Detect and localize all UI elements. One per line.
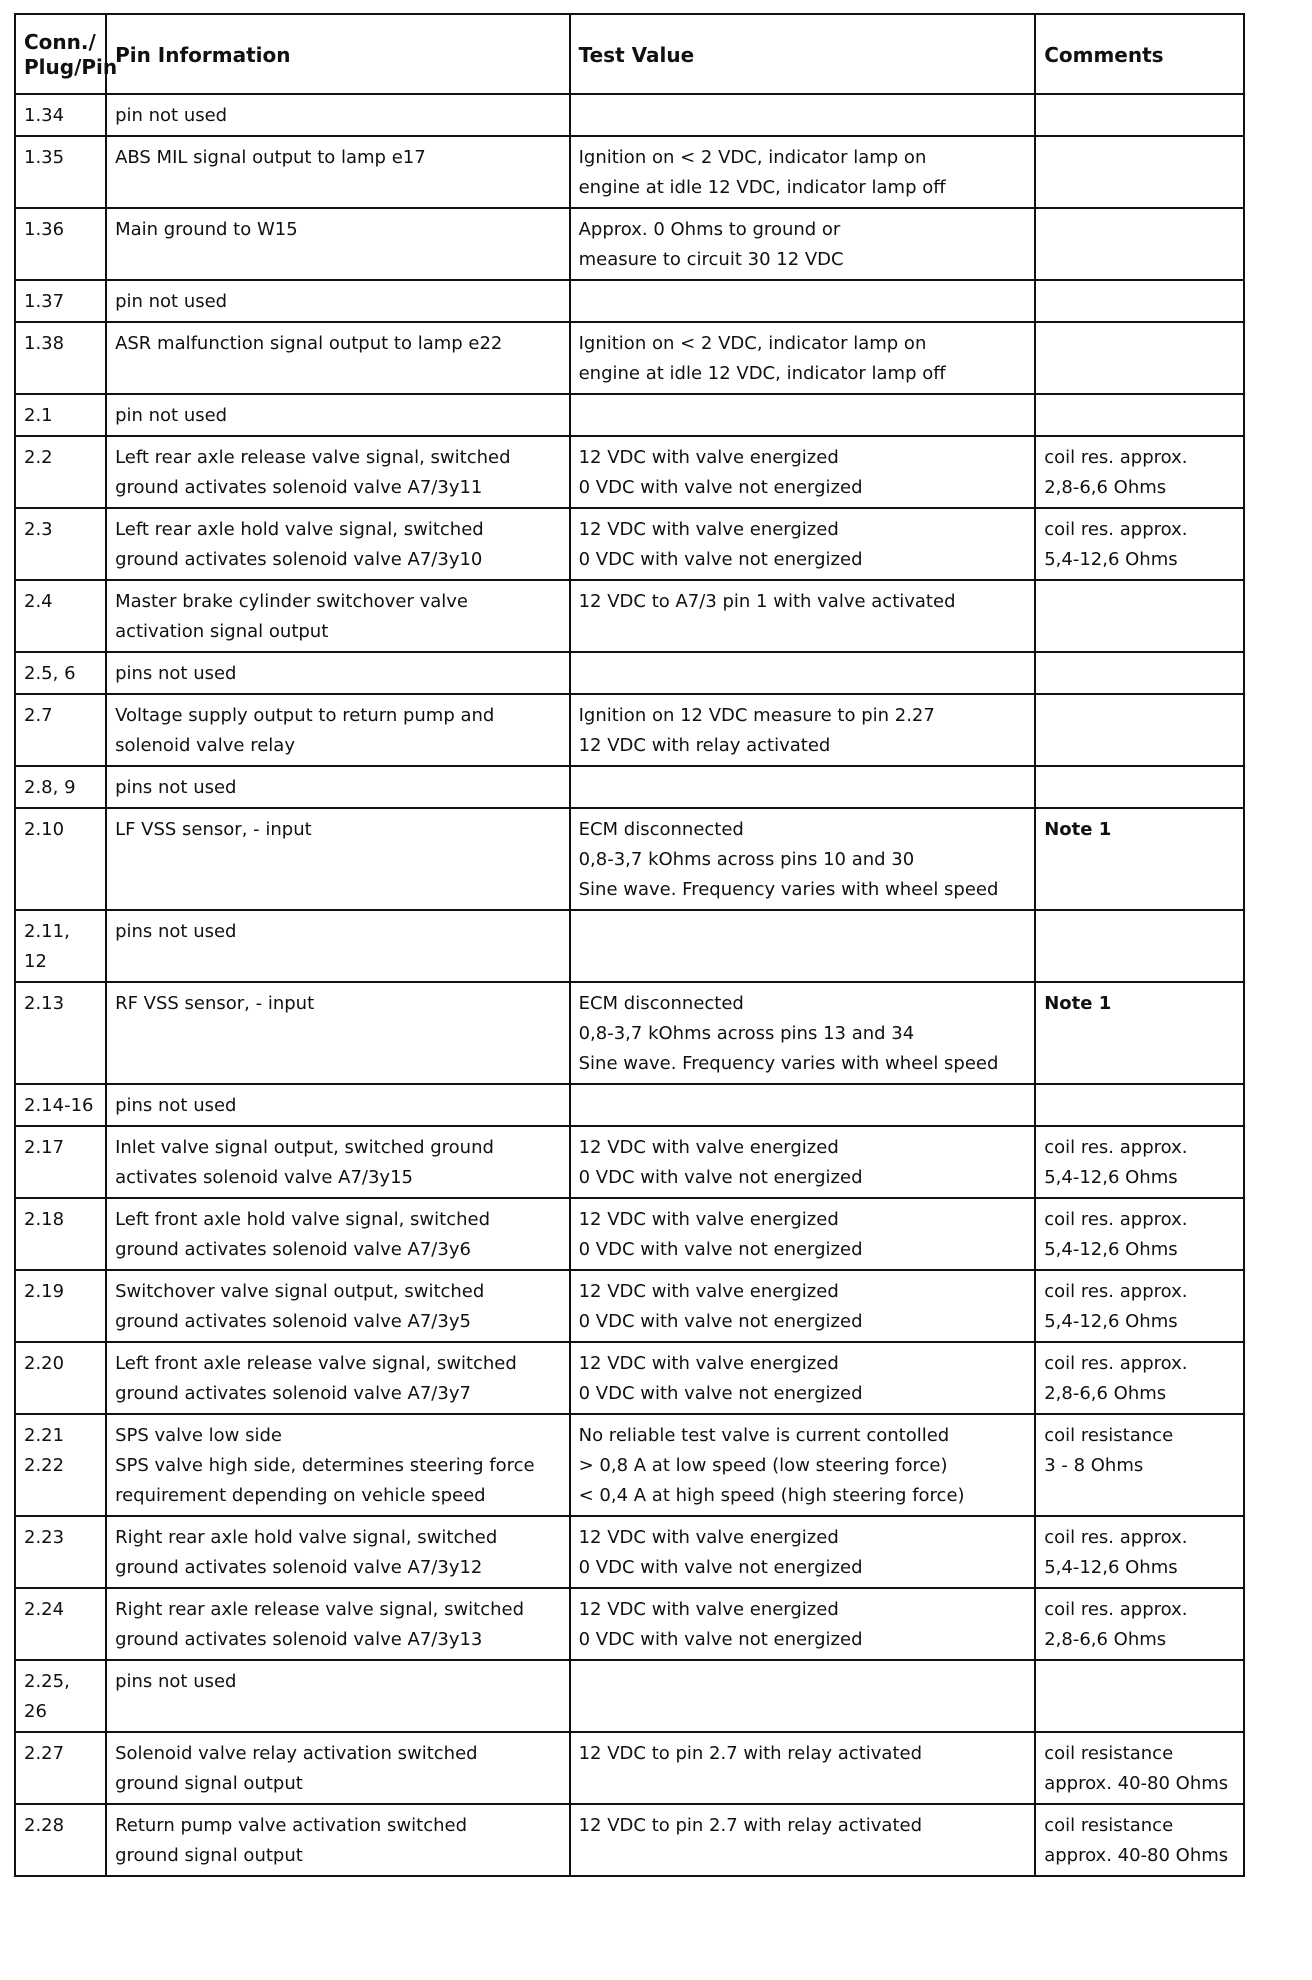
test-value-cell: ECM disconnected 0,8-3,7 kOhms across pins 13 and 34 Sine wave. Frequency varies with wheel speed [570,982,1036,1084]
table-row [15,652,1244,694]
pin-information-cell: ABS MIL signal output to lamp e17 [106,136,570,208]
table-row [15,322,1244,394]
pin-information-cell: Main ground to W15 [106,208,570,280]
test-value-cell: Approx. 0 Ohms to ground or measure to circuit 30 12 VDC [570,208,1036,280]
comments-cell: coil res. approx. 5,4-12,6 Ohms [1035,508,1244,580]
comments-cell [1035,910,1244,982]
pin-information-cell: Left front axle hold valve signal, switched ground activates solenoid valve A7/3y6 [106,1198,570,1270]
test-value-cell: 12 VDC to A7/3 pin 1 with valve activated [570,580,1036,652]
pin-cell: 1.37 [15,280,106,322]
pin-cell: 2.28 [15,1804,106,1876]
test-value-cell: 12 VDC with valve energized 0 VDC with valve not energized [570,1516,1036,1588]
comments-cell: coil resistance approx. 40-80 Ohms [1035,1804,1244,1876]
test-value-cell: 12 VDC with valve energized 0 VDC with valve not energized [570,1588,1036,1660]
pin-cell: 2.7 [15,694,106,766]
pin-information-cell: Solenoid valve relay activation switched ground signal output [106,1732,570,1804]
comments-cell [1035,136,1244,208]
pin-information-cell: SPS valve low side SPS valve high side, determines steering force requirement depending on vehicle speed [106,1414,570,1516]
header-pin-information: Pin Information [106,14,570,94]
comments-cell [1035,694,1244,766]
table-row [15,280,1244,322]
table-row [15,766,1244,808]
pin-cell: 2.13 [15,982,106,1084]
test-value-cell: Ignition on < 2 VDC, indicator lamp on engine at idle 12 VDC, indicator lamp off [570,322,1036,394]
test-value-cell: 12 VDC to pin 2.7 with relay activated [570,1732,1036,1804]
comments-cell: coil res. approx. 5,4-12,6 Ohms [1035,1270,1244,1342]
comments-cell [1035,394,1244,436]
comments-cell: coil res. approx. 5,4-12,6 Ohms [1035,1198,1244,1270]
test-value-cell: 12 VDC with valve energized 0 VDC with valve not energized [570,436,1036,508]
comments-cell [1035,766,1244,808]
table-row [15,94,1244,136]
pin-information-cell: pins not used [106,652,570,694]
test-value-cell: 12 VDC with valve energized 0 VDC with valve not energized [570,1270,1036,1342]
table-row [15,1270,1244,1342]
comments-cell [1035,280,1244,322]
test-value-cell [570,766,1036,808]
comments-cell [1035,580,1244,652]
pin-cell: 2.27 [15,1732,106,1804]
pin-information-cell: Left front axle release valve signal, switched ground activates solenoid valve A7/3y7 [106,1342,570,1414]
test-value-cell: 12 VDC with valve energized 0 VDC with valve not energized [570,1198,1036,1270]
table-row [15,808,1244,910]
pin-cell: 2.19 [15,1270,106,1342]
header-row [15,14,1244,94]
table-row [15,1198,1244,1270]
pin-information-cell: Voltage supply output to return pump and solenoid valve relay [106,694,570,766]
comments-cell: coil res. approx. 2,8-6,6 Ohms [1035,436,1244,508]
pin-cell: 2.2 [15,436,106,508]
table-row [15,208,1244,280]
pin-cell: 2.4 [15,580,106,652]
pin-information-cell: Right rear axle hold valve signal, switched ground activates solenoid valve A7/3y12 [106,1516,570,1588]
comments-cell: coil res. approx. 2,8-6,6 Ohms [1035,1342,1244,1414]
pin-information-cell: pin not used [106,94,570,136]
comments-cell: coil resistance approx. 40-80 Ohms [1035,1732,1244,1804]
pin-cell: 2.5, 6 [15,652,106,694]
table-row [15,508,1244,580]
pin-information-cell: pins not used [106,1084,570,1126]
table-row [15,1414,1244,1516]
pin-information-cell: Left rear axle release valve signal, switched ground activates solenoid valve A7/3y11 [106,436,570,508]
pin-cell: 2.8, 9 [15,766,106,808]
test-value-cell [570,652,1036,694]
test-value-cell: 12 VDC to pin 2.7 with relay activated [570,1804,1036,1876]
table-row [15,1084,1244,1126]
table-row [15,1342,1244,1414]
pin-cell: 2.24 [15,1588,106,1660]
table-row [15,136,1244,208]
comments-cell: coil res. approx. 5,4-12,6 Ohms [1035,1516,1244,1588]
pin-information-cell: pin not used [106,280,570,322]
table-row [15,910,1244,982]
pin-cell: 2.25, 26 [15,1660,106,1732]
pin-table [14,13,1245,1877]
table-row [15,1660,1244,1732]
table-row [15,694,1244,766]
comments-cell: coil res. approx. 5,4-12,6 Ohms [1035,1126,1244,1198]
pin-cell: 2.23 [15,1516,106,1588]
pin-information-cell: Inlet valve signal output, switched ground activates solenoid valve A7/3y15 [106,1126,570,1198]
table-row [15,1126,1244,1198]
comments-cell: coil res. approx. 2,8-6,6 Ohms [1035,1588,1244,1660]
pin-information-cell: pins not used [106,1660,570,1732]
comments-cell [1035,652,1244,694]
comments-cell: Note 1 [1035,982,1244,1084]
test-value-cell: Ignition on 12 VDC measure to pin 2.27 12 VDC with relay activated [570,694,1036,766]
pin-cell: 2.20 [15,1342,106,1414]
header-pin: Conn./ Plug/Pin [15,14,106,94]
table-row [15,982,1244,1084]
pin-information-cell: Return pump valve activation switched ground signal output [106,1804,570,1876]
test-value-cell [570,280,1036,322]
table-row [15,1732,1244,1804]
pin-information-cell: pins not used [106,910,570,982]
test-value-cell: 12 VDC with valve energized 0 VDC with valve not energized [570,1126,1036,1198]
test-value-cell: ECM disconnected 0,8-3,7 kOhms across pins 10 and 30 Sine wave. Frequency varies with wheel speed [570,808,1036,910]
test-value-cell [570,910,1036,982]
test-value-cell: No reliable test valve is current contolled > 0,8 A at low speed (low steering force) < 0,4 A at high speed (high steering force) [570,1414,1036,1516]
comments-cell [1035,1084,1244,1126]
pin-cell: 2.18 [15,1198,106,1270]
pin-information-cell: Left rear axle hold valve signal, switched ground activates solenoid valve A7/3y10 [106,508,570,580]
pin-cell: 1.34 [15,94,106,136]
table-row [15,436,1244,508]
table-row [15,1804,1244,1876]
pin-cell: 2.11, 12 [15,910,106,982]
comments-cell: coil resistance 3 - 8 Ohms [1035,1414,1244,1516]
pin-cell: 2.14-16 [15,1084,106,1126]
test-value-cell: Ignition on < 2 VDC, indicator lamp on engine at idle 12 VDC, indicator lamp off [570,136,1036,208]
pin-cell: 2.17 [15,1126,106,1198]
comments-cell [1035,1660,1244,1732]
pin-information-cell: RF VSS sensor, - input [106,982,570,1084]
pin-information-cell: pin not used [106,394,570,436]
pin-cell: 2.3 [15,508,106,580]
test-value-cell: 12 VDC with valve energized 0 VDC with valve not energized [570,1342,1036,1414]
pin-cell: 2.1 [15,394,106,436]
pin-cell: 1.35 [15,136,106,208]
header-test-value: Test Value [570,14,1036,94]
pin-cell: 2.10 [15,808,106,910]
comments-cell [1035,208,1244,280]
pin-information-cell: Master brake cylinder switchover valve activation signal output [106,580,570,652]
pin-information-cell: ASR malfunction signal output to lamp e22 [106,322,570,394]
comments-cell: Note 1 [1035,808,1244,910]
pin-information-cell: LF VSS sensor, - input [106,808,570,910]
comments-cell [1035,94,1244,136]
pin-cell: 2.21 2.22 [15,1414,106,1516]
pin-cell: 1.36 [15,208,106,280]
table-row [15,580,1244,652]
table-row [15,394,1244,436]
pin-cell: 1.38 [15,322,106,394]
test-value-cell [570,1084,1036,1126]
test-value-cell [570,1660,1036,1732]
test-value-cell: 12 VDC with valve energized 0 VDC with valve not energized [570,508,1036,580]
table-row [15,1588,1244,1660]
pin-information-cell: pins not used [106,766,570,808]
test-value-cell [570,394,1036,436]
pin-information-cell: Switchover valve signal output, switched ground activates solenoid valve A7/3y5 [106,1270,570,1342]
pin-information-cell: Right rear axle release valve signal, switched ground activates solenoid valve A7/3y13 [106,1588,570,1660]
comments-cell [1035,322,1244,394]
table-row [15,1516,1244,1588]
header-comments: Comments [1035,14,1244,94]
test-value-cell [570,94,1036,136]
